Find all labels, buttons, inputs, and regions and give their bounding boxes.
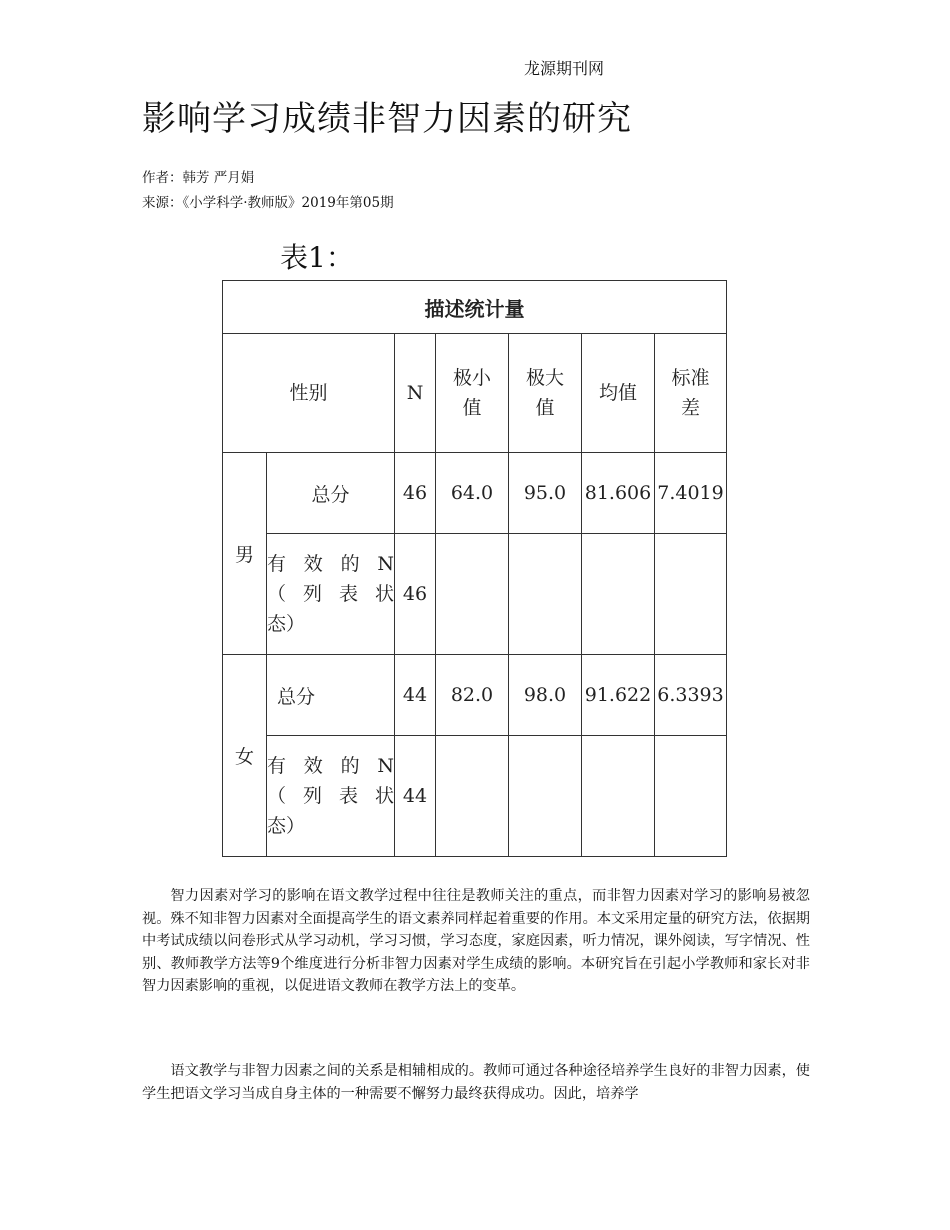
col-header-gender: 性别 (223, 334, 395, 453)
cell-min: 64.0 (436, 453, 509, 534)
cell-empty (436, 736, 509, 857)
gender-female: 女 (223, 655, 267, 857)
col-header-sd: 标准差 (655, 334, 727, 453)
col-header-max: 极大值 (509, 334, 582, 453)
cell-empty (509, 534, 582, 655)
valid-n-label-line: 态） (267, 613, 306, 635)
gender-male: 男 (223, 453, 267, 655)
col-header-mean: 均值 (582, 334, 655, 453)
table-row (223, 534, 727, 655)
valid-n-label-line: （列表状 (267, 785, 394, 807)
valid-n-label (267, 736, 395, 857)
cell-sd: 6.3393 (655, 655, 727, 736)
cell-mean: 91.622 (582, 655, 655, 736)
total-score-label: 总分 (267, 453, 395, 534)
table-caption: 表1： (280, 241, 354, 274)
cell-empty (509, 736, 582, 857)
table-row (223, 655, 727, 736)
table-heading: 描述统计量 (223, 281, 727, 334)
valid-n-label-line: 有效的N (267, 755, 394, 777)
cell-n: 44 (395, 655, 436, 736)
cell-max: 95.0 (509, 453, 582, 534)
cell-mean: 81.606 (582, 453, 655, 534)
valid-n-label-line: 有效的N (267, 553, 394, 575)
cell-empty (582, 736, 655, 857)
table-row (223, 453, 727, 534)
cell-empty (655, 534, 727, 655)
header-row (223, 334, 727, 453)
cell-min: 82.0 (436, 655, 509, 736)
valid-n-label-line: 态） (267, 815, 306, 837)
body-paragraph: 语文教学与非智力因素之间的关系是相辅相成的。教师可通过各种途径培养学生良好的非智力因素，使学生把语文学习当成自身主体的一种需要不懈努力最终获得成功。因此，培养学 (142, 1063, 810, 1102)
site-name: 龙源期刊网 (524, 59, 605, 78)
cell-empty (655, 736, 727, 857)
cell-valid-n: 46 (395, 534, 436, 655)
article-title: 影响学习成绩非智力因素的研究 (142, 99, 632, 139)
cell-max: 98.0 (509, 655, 582, 736)
descriptive-statistics-table (222, 280, 727, 857)
table-row (223, 736, 727, 857)
valid-n-label (267, 534, 395, 655)
cell-sd: 7.4019 (655, 453, 727, 534)
valid-n-label-line: （列表状 (267, 583, 394, 605)
total-score-label: 总分 (267, 655, 395, 736)
cell-empty (582, 534, 655, 655)
cell-empty (436, 534, 509, 655)
cell-n: 46 (395, 453, 436, 534)
article-author: 作者：韩芳 严月娟 (142, 170, 255, 186)
body-paragraph: 智力因素对学习的影响在语文教学过程中往往是教师关注的重点，而非智力因素对学习的影响易被忽视。殊不知非智力因素对全面提高学生的语文素养同样起着重要的作用。本文采用定量的研究方法，依据期中考试成绩以问卷形式从学习动机，学习习惯，学习态度，家庭因素，听力情况，课外阅读，写字情况、性别、教师教学方法等9个维度进行分析非智力因素对学生成绩的影响。本研究旨在引起小学教师和家长对非智力因素影响的重视，以促进语文教师在教学方法上的变革。 (142, 888, 810, 995)
col-header-n: N (395, 334, 436, 453)
cell-valid-n: 44 (395, 736, 436, 857)
article-source: 来源：《小学科学·教师版》2019年第05期 (142, 195, 394, 211)
col-header-min: 极小值 (436, 334, 509, 453)
